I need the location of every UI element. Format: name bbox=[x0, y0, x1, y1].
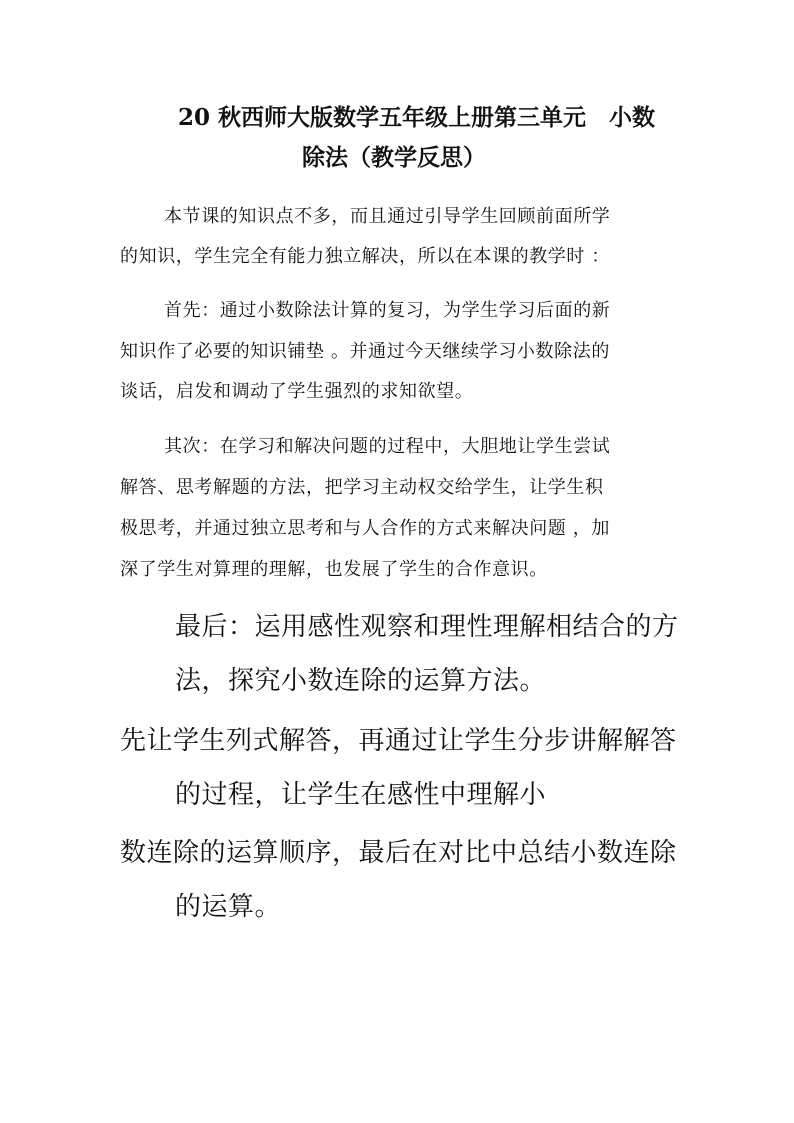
title-line-1: 20 秋西师大版数学五年级上册第三单元 小数 bbox=[178, 104, 656, 131]
intro-paragraph-line-2: 的知识，学生完全有能力独立解决，所以在本课的教学时 ： bbox=[120, 246, 610, 267]
second-paragraph-line-3: 极思考，并通过独立思考和与人合作的方式来解决问题 ，加 bbox=[120, 518, 610, 539]
last-paragraph-line-1: 最后：运用感性观察和理性理解相结合的方 bbox=[175, 612, 679, 642]
method-paragraph-line-3: 数连除的运算顺序，最后在对比中总结小数连除 bbox=[120, 838, 677, 868]
second-paragraph-line-2: 解答、思考解题的方法，把学习主动权交给学生，让学生积 bbox=[120, 477, 604, 498]
method-paragraph-line-2: 的过程，让学生在感性中理解小 bbox=[175, 780, 547, 810]
title-line-2: 除法（教学反思） bbox=[302, 144, 486, 171]
second-paragraph-line-4: 深了学生对算理的理解，也发展了学生的合作意识。 bbox=[120, 559, 548, 580]
first-paragraph-line-2: 知识作了必要的知识铺垫 。并通过今天继续学习小数除法的 bbox=[120, 341, 610, 362]
first-paragraph-line-1: 首先：通过小数除法计算的复习，为学生学习后面的新 bbox=[164, 300, 611, 321]
second-paragraph-line-1: 其次：在学习和解决问题的过程中，大胆地让学生尝试 bbox=[164, 436, 611, 457]
first-paragraph-line-3: 谈话，启发和调动了学生强烈的求知欲望。 bbox=[120, 381, 474, 402]
intro-paragraph-line-1: 本节课的知识点不多，而且通过引导学生回顾前面所学 bbox=[164, 206, 611, 227]
method-paragraph-line-4: 的运算。 bbox=[175, 892, 282, 922]
method-paragraph-line-1: 先让学生列式解答，再通过让学生分步讲解解答 bbox=[120, 726, 677, 756]
last-paragraph-line-2: 法，探究小数连除的运算方法。 bbox=[175, 666, 547, 696]
